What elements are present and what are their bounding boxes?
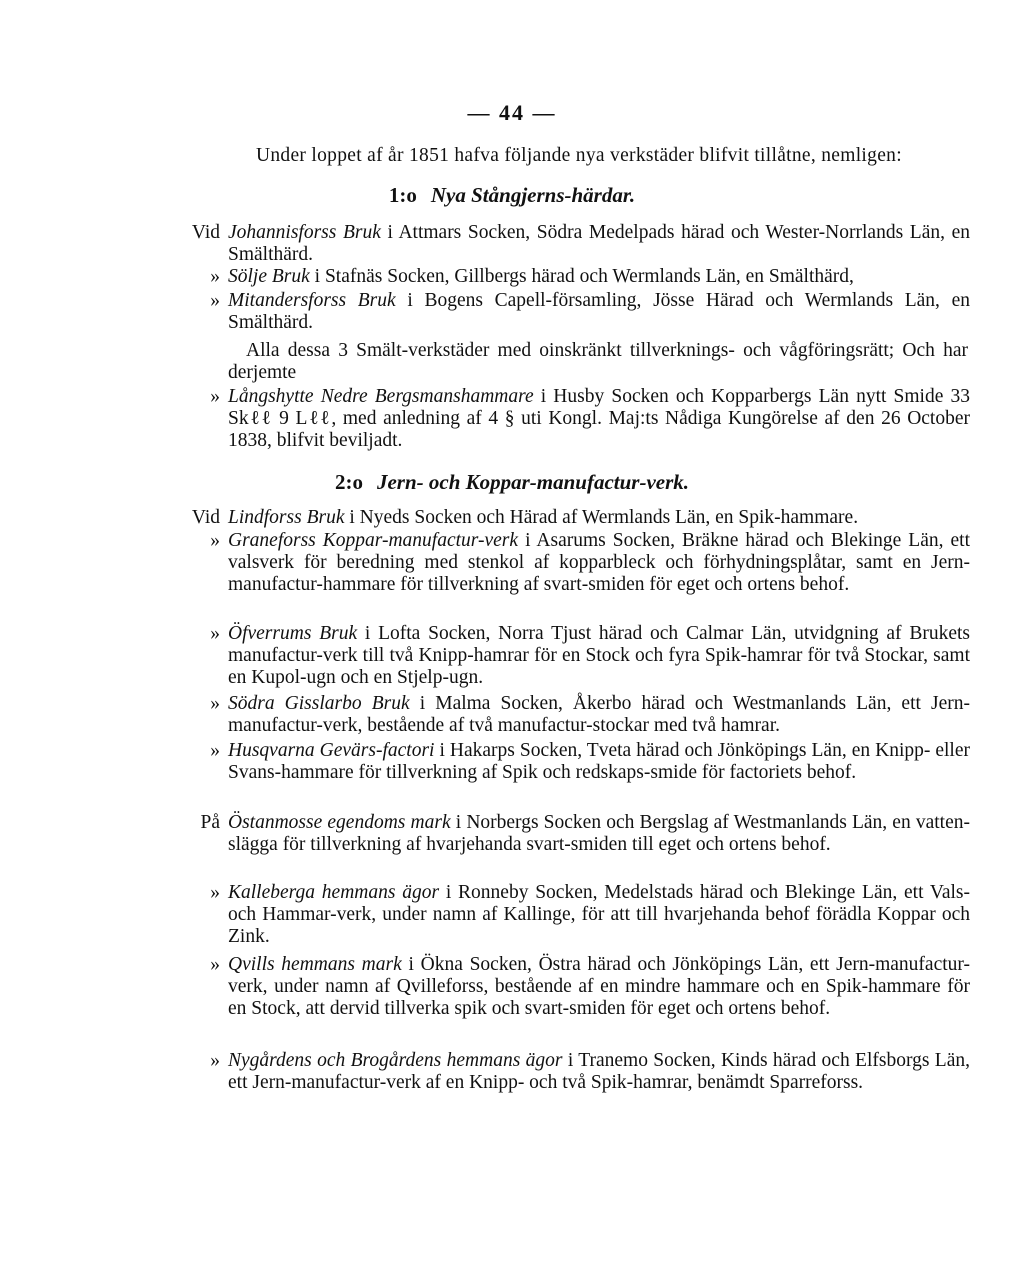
entry-text: i Husby Socken och Kopparbergs Län nytt Smide 33 Skℓℓ 9 Lℓℓ, med anledning af 4 § uti Kongl. Maj:ts Nådiga Kungörelse af den 26 October 1838, blifvit beviljadt. [228,386,970,451]
entry-lead: På [200,812,220,833]
entry-name: Östanmosse egendoms mark [228,812,451,833]
note-paragraph: Alla dessa 3 Smält-verkstäder med oinskränkt tillverknings- och vågföringsrätt; Och har derjemte [228,340,968,383]
entry-name: Johannisforss Bruk [228,222,381,243]
section-heading-2 [0,470,1024,495]
entry-name: Sölje Bruk [228,266,310,287]
entry-name: Mitandersforss Bruk [228,290,396,311]
entry-lead: » [210,740,220,761]
entry-text: i Bogens Capell-församling, Jösse Härad och Wermlands Län, en Smälthärd. [228,290,971,333]
entry-lead: » [210,623,220,644]
list-item [158,954,970,1020]
entry-text: i Asarums Socken, Bräkne härad och Blekinge Län, ett valsverk för beredning med stenkol af kopparbleck och förhydningsplåtar, samt en Jern-manufactur-hammare för tillverkning af svart-smiden för eget och ortens behof. [228,530,970,595]
list-item [158,740,970,784]
entry-text: i Attmars Socken, Södra Medelpads härad och Wester-Norrlands Län, en Smälthärd. [228,222,970,265]
entry-text: i Ökna Socken, Östra härad och Jönköpings Län, ett Jern-manufactur-verk, under namn af Qvilleforss, bestående af en mindre hammare och en Spik-hammare för en Stock, att dervid tillverka spik och svart-smiden för eget och ortens behof. [228,954,970,1019]
section-title: Jern- och Koppar-manufactur-verk. [376,470,690,494]
entry-text: i Malma Socken, Åkerbo härad och Westmanlands Län, ett Jern-manufactur-verk, bestående af två manufactur-stockar med två hamrar. [228,693,970,736]
entry-lead: » [210,1050,220,1071]
list-item [158,222,970,266]
intro-text: Under loppet af år 1851 hafva följande nya verkstäder blifvit tillåtne, nemligen: [256,145,902,166]
list-item [158,386,970,452]
list-item [158,290,970,334]
entry-text: i Ronneby Socken, Medelstads härad och Blekinge Län, ett Vals- och Hammar-verk, under namn af Kallinge, för att till hvarjehanda behof förädla Koppar och Zink. [228,882,970,947]
section-title: Nya Stångjerns-härdar. [430,183,636,207]
list-item [158,530,970,596]
entry-name: Långshytte Nedre Bergsmanshammare [228,386,534,407]
list-item [158,507,970,529]
list-item [158,693,970,737]
entry-lead: » [210,882,220,903]
entry-name: Kalleberga hemmans ägor [228,882,440,903]
entry-text: i Stafnäs Socken, Gillbergs härad och Wermlands Län, en Smälthärd, [309,266,854,287]
entry-text: i Tranemo Socken, Kinds härad och Elfsborgs Län, ett Jern-manufactur-verk af en Knipp- och två Spik-hamrar, benämdt Sparreforss. [228,1050,970,1093]
entry-lead: » [210,290,220,311]
section-number: 2:o [334,470,363,494]
section-heading-1 [0,183,1024,208]
entry-name: Södra Gisslarbo Bruk [228,693,410,714]
section-number: 1:o [388,183,417,207]
entry-lead: » [210,954,220,975]
entry-text: i Lofta Socken, Norra Tjust härad och Calmar Län, utvidgning af Brukets manufactur-verk till två Knipp-hamrar för en Stock och fyra Spik-hamrar för två Stockar, samt en Kupol-ugn och en Stjelp-ugn. [228,623,970,688]
entry-name: Öfverrums Bruk [228,623,358,644]
entry-lead: » [210,693,220,714]
entry-lead: Vid [191,222,220,243]
entry-text: i Hakarps Socken, Tveta härad och Jönköpings Län, en Knipp- eller Svans-hammare för tillverkning af Spik och redskaps-smide för factoriets behof. [228,740,970,783]
list-item [158,812,970,856]
page-number: — 44 — [467,100,557,125]
entry-name: Nygårdens och Brogårdens hemmans ägor [228,1050,563,1071]
entry-name: Graneforss Koppar-manufactur-verk [228,530,519,551]
entry-name: Lindforss Bruk [228,507,345,528]
entry-lead: Vid [191,507,220,528]
list-item [158,623,970,689]
entry-text: i Norbergs Socken och Bergslag af Westmanlands Län, en vatten-slägga för tillverkning af hvarjehanda svart-smiden till eget och ortens behof. [228,812,970,855]
entry-name: Qvills hemmans mark [228,954,402,975]
entry-name: Husqvarna Gevärs-factori [228,740,435,761]
list-item [158,1050,970,1094]
entry-text: i Nyeds Socken och Härad af Wermlands Län, en Spik-hammare. [344,507,859,528]
list-item [158,882,970,948]
entry-lead: » [210,386,220,407]
list-item [158,266,970,288]
entry-lead: » [210,266,220,287]
entry-lead: » [210,530,220,551]
